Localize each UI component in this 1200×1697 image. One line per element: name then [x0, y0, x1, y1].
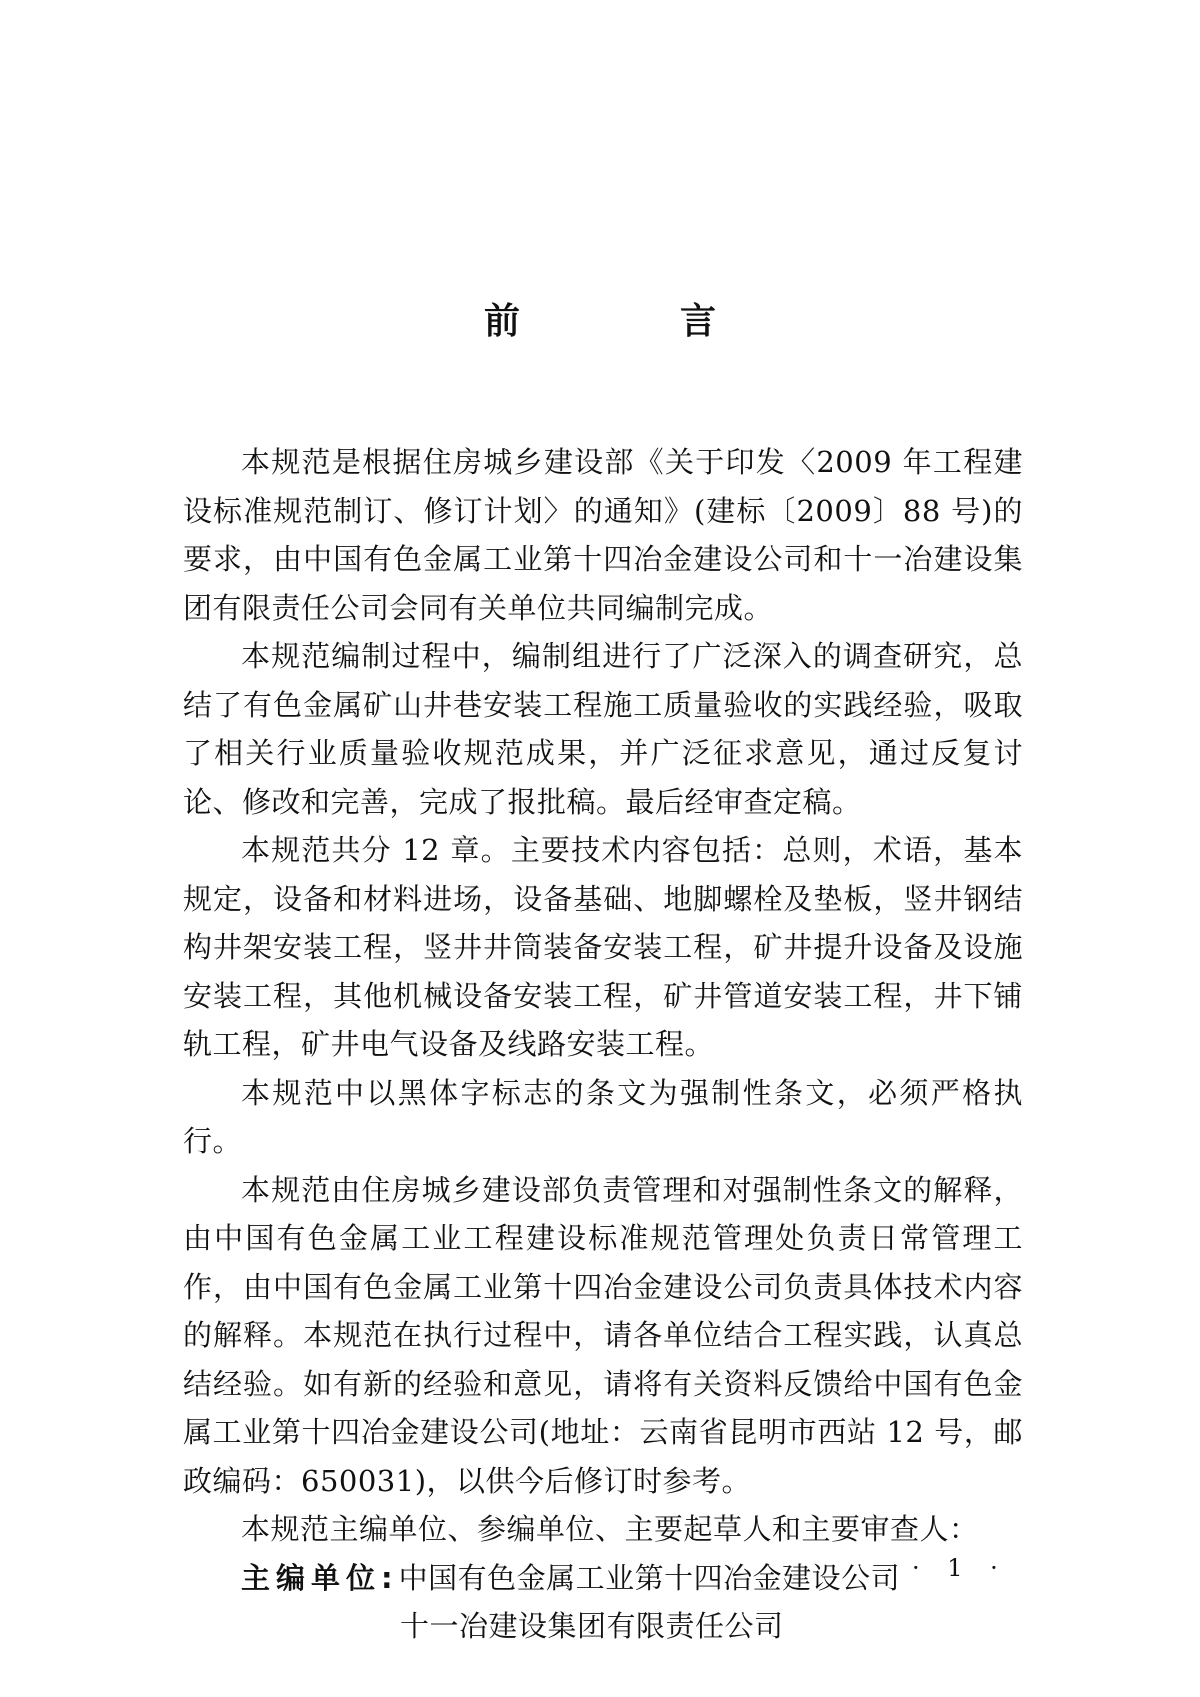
page-number: · 1 · [912, 1554, 1008, 1582]
chief-editor-unit-2: 十一冶建设集团有限责任公司 [400, 1609, 784, 1643]
chief-editor-unit-1: 中国有色金属工业第十四冶金建设公司 [398, 1560, 901, 1595]
paragraph-basis: 本规范是根据住房城乡建设部《关于印发〈2009 年工程建设标准规范制订、修订计划〉的通知》(建标〔2009〕88 号)的要求，由中国有色金属工业第十四冶金建设公司和十一冶建设集团有限责任公司会同有关单位共同编制完成。 [183, 445, 1023, 625]
chief-editor-line [183, 1554, 1023, 1603]
chief-editor-label: 主编单位: [241, 1560, 399, 1595]
page-title: 前 言 [483, 301, 778, 342]
paragraph-mandatory: 本规范中以黑体字标志的条文为强制性条文，必须严格执行。 [183, 1075, 1023, 1158]
paragraph-process: 本规范编制过程中，编制组进行了广泛深入的调查研究，总结了有色金属矿山井巷安装工程施工质量验收的实践经验，吸取了相关行业质量验收规范成果，并广泛征求意见，通过反复讨论、修改和完善，完成了报批稿。最后经审查定稿。 [183, 639, 1023, 819]
paragraph-contents: 本规范共分 12 章。主要技术内容包括：总则，术语，基本规定，设备和材料进场，设备基础、地脚螺栓及垫板，竖井钢结构井架安装工程，竖井井筒装备安装工程，矿井提升设备及设施安装工程，其他机械设备安装工程，矿井管道安装工程，井下铺轨工程，矿井电气设备及线路安装工程。 [183, 833, 1023, 1061]
paragraph-contributors-intro: 本规范主编单位、参编单位、主要起草人和主要审查人： [241, 1512, 979, 1546]
preface-body [183, 438, 1023, 1651]
paragraph-management: 本规范由住房城乡建设部负责管理和对强制性条文的解释，由中国有色金属工业工程建设标准规范管理处负责日常管理工作，由中国有色金属工业第十四冶金建设公司负责具体技术内容的解释。本规范在执行过程中，请各单位结合工程实践，认真总结经验。如有新的经验和意见，请将有关资料反馈给中国有色金属工业第十四冶金建设公司(地址：云南省昆明市西站 12 号，邮政编码：650031)，以供今后修订时参考。 [183, 1172, 1023, 1498]
